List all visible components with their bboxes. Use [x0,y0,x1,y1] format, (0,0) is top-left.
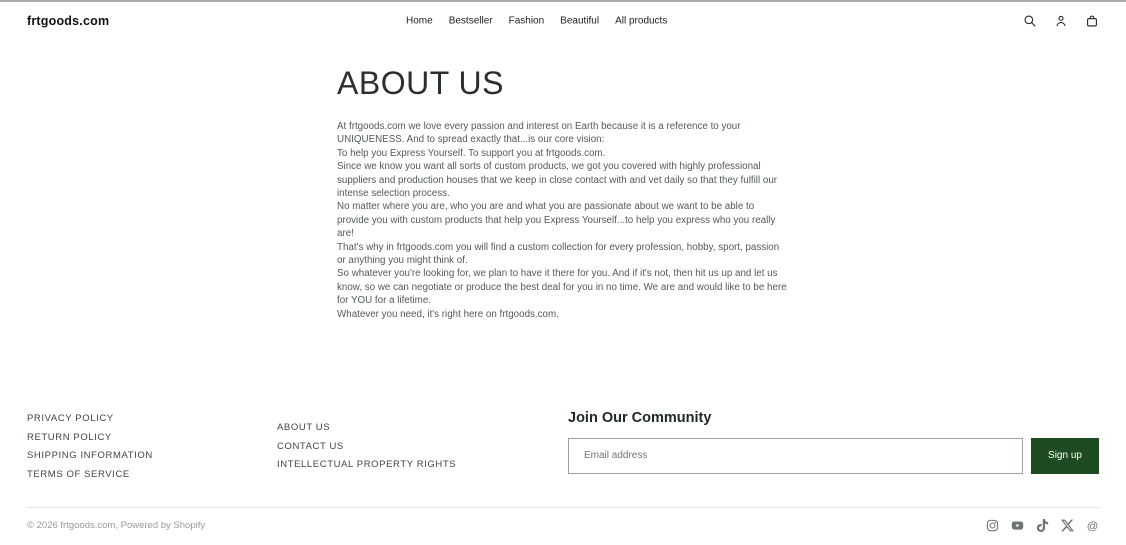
nav-item-fashion[interactable]: Fashion [508,15,545,27]
footer-link-privacy-policy[interactable]: PRIVACY POLICY [27,412,114,424]
site-header [0,2,1126,40]
x-icon[interactable] [1061,519,1074,532]
nav-item-bestseller[interactable]: Bestseller [448,15,493,27]
header-icons [1023,14,1099,28]
footer-info-links [277,410,568,475]
tiktok-icon[interactable] [1036,519,1049,532]
newsletter-form [568,438,1099,474]
about-page [337,40,789,321]
about-paragraph: At frtgoods.com we love every passion and interest on Earth because it is a reference to your UNIQUENESS. And to spread exactly that...is our core vision: [337,121,741,146]
threads-icon[interactable] [1086,519,1099,532]
about-paragraph: No matter where you are, who you are and what you are passionate about we want to be able to provide you with custom products that help you Express Yourself...to help you express who you really are! [337,201,776,240]
site-logo[interactable]: frtgoods.com [27,14,110,28]
footer-link-terms-of-service[interactable]: TERMS OF SERVICE [27,469,130,481]
about-paragraph: That's why in frtgoods.com you will find a custom collection for every profession, hobby, sport, passion or anything you might think of. [337,241,780,267]
about-body-text [337,120,789,321]
footer-link-contact-us[interactable]: CONTACT US [277,440,344,452]
cart-icon[interactable] [1085,14,1099,28]
about-paragraph: Since we know you want all sorts of custom products, we got you covered with highly professional suppliers and production houses that we keep in close contact with and vet daily so that they fulfill our intense selection process. [337,161,778,200]
about-paragraph: So whatever you're looking for, we plan to have it there for you. And if it's not, then hit us up and let us know, so we can negotiate or produce the best deal for you in no time. We are and would like to be here for YOU for a lifetime. [337,268,787,307]
nav-item-beautiful[interactable]: Beautiful [560,15,600,27]
main-nav [406,16,667,27]
copyright [27,520,205,531]
footer-link-shipping-information[interactable]: SHIPPING INFORMATION [27,450,153,462]
svg-text:@: @ [1086,520,1099,532]
account-icon[interactable] [1054,14,1068,28]
about-paragraph: To help you Express Yourself. To support you at frtgoods.com. [337,147,606,159]
about-paragraph: Whatever you need, it's right here on frtgoods.com. [337,308,559,320]
copyright-text: © 2026 frtgoods.com, [27,520,118,531]
search-icon[interactable] [1023,14,1037,28]
footer-link-intellectual-property-rights[interactable]: INTELLECTUAL PROPERTY RIGHTS [277,459,457,471]
footer-link-about-us[interactable]: ABOUT US [277,421,331,433]
footer-policy-links [27,410,277,485]
page-title: ABOUT US [337,65,504,101]
instagram-icon[interactable] [986,519,999,532]
social-links [986,519,1099,532]
powered-by-shopify-link[interactable]: Powered by Shopify [120,520,206,531]
site-footer [0,410,1126,545]
email-field[interactable] [568,438,1023,474]
youtube-icon[interactable] [1011,519,1024,532]
newsletter-title: Join Our Community [568,409,712,426]
nav-item-all-products[interactable]: All products [615,15,668,27]
nav-item-home[interactable]: Home [406,15,433,27]
footer-link-return-policy[interactable]: RETURN POLICY [27,431,112,443]
newsletter-section [568,410,1099,474]
sign-up-button[interactable]: Sign up [1031,438,1099,474]
